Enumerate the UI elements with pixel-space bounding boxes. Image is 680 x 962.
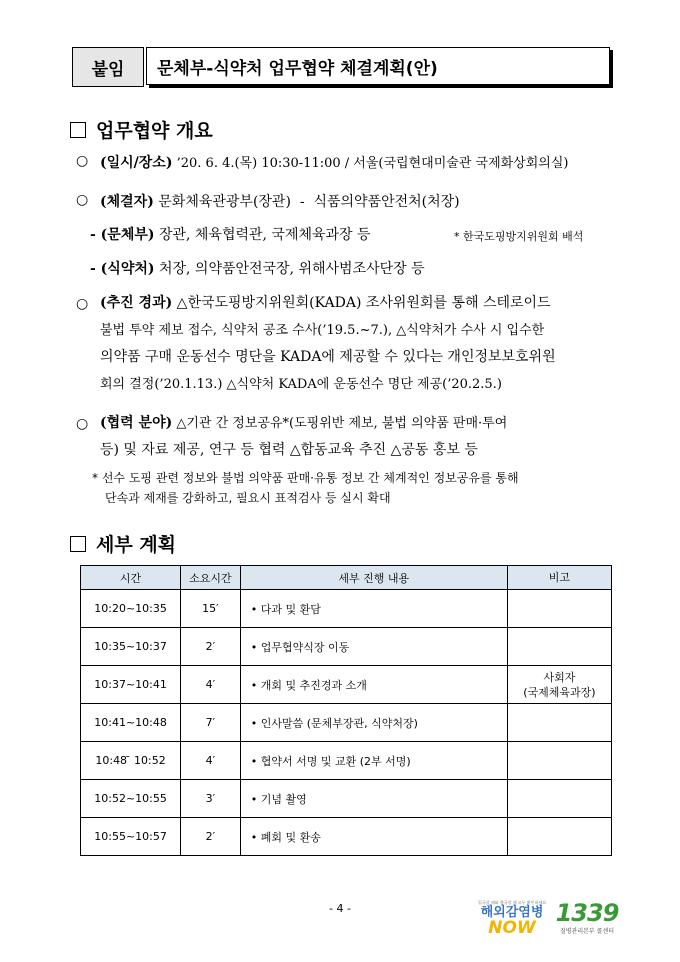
row-duration: 2′ [181, 818, 241, 856]
document-title-text: 문체부-식약처 업무협약 체결계획(안) [157, 58, 438, 79]
circle-bullet-icon: ○ [76, 416, 89, 432]
section-heading-plan [70, 530, 176, 557]
section-heading-overview [70, 116, 213, 143]
progress-line-2: 불법 투약 제보 접수, 식약처 공조 수사(’19.5.~7.), △식약처가 수사 시 입수한 [100, 323, 545, 338]
cooperation-item [100, 410, 616, 464]
row-duration: 2′ [181, 628, 241, 666]
table-row [81, 780, 612, 818]
attachment-tag-text: 붙임 [91, 59, 125, 80]
moct-item [90, 225, 371, 245]
datetime-item [100, 153, 569, 174]
section-title: 업무협약 개요 [96, 120, 213, 142]
logo-1339-caption: 질병관리본부 콜센터 [559, 928, 615, 935]
row-time: 10:48 ̄ 10:52 [81, 742, 181, 780]
row-detail: • 다과 및 환담 [240, 590, 507, 628]
row-duration: 3′ [181, 780, 241, 818]
square-bullet-icon [70, 536, 86, 552]
progress-line-3: 의약품 구매 운동선수 명단을 KADA에 제공할 수 있다는 개인정보보호위원 [100, 349, 556, 365]
header-note: 비고 [507, 566, 611, 590]
logo-1339-number: 1339 [555, 899, 619, 927]
circle-bullet-icon: ○ [76, 153, 89, 169]
moct-text: 장관, 체육협력관, 국제체육과장 등 [158, 227, 371, 243]
circle-bullet-icon: ○ [76, 296, 89, 312]
datetime-text: ’20. 6. 4.(목) 10:30-11:00 / 서울(국립현대미술관 국제화상회의실) [176, 156, 569, 171]
table-row [81, 666, 612, 704]
row-duration: 4′ [181, 742, 241, 780]
page-number: - 4 - [329, 902, 351, 915]
callcenter-1339-logo [552, 900, 622, 935]
cooperation-label: (협력 분야) [100, 415, 173, 431]
footnote [92, 468, 519, 508]
row-note [507, 818, 611, 856]
table-row [81, 590, 612, 628]
row-time: 10:55~10:57 [81, 818, 181, 856]
table-row [81, 628, 612, 666]
table-row [81, 704, 612, 742]
row-time: 10:37~10:41 [81, 666, 181, 704]
row-note [507, 780, 611, 818]
row-detail: • 업무협약식장 이동 [240, 628, 507, 666]
datetime-label: (일시/장소) [100, 155, 173, 171]
mfds-item [90, 259, 425, 279]
moct-note: * 한국도핑방지위원회 배석 [454, 230, 584, 243]
table-header-row [81, 566, 612, 590]
table-row [81, 818, 612, 856]
section-title: 세부 계획 [96, 534, 177, 556]
logo-tagline: 입국할 때와 출국할 때 모두 확인하세요 [478, 900, 547, 905]
table-row [81, 742, 612, 780]
cooperation-line-1: △기관 간 정보공유*(도핑위반 제보, 불법 의약품 판매·투여 [176, 416, 508, 431]
square-bullet-icon [70, 122, 86, 138]
row-detail: • 폐회 및 환송 [240, 818, 507, 856]
mfds-text: 처장, 의약품안전국장, 위해사범조사단장 등 [158, 261, 425, 277]
progress-item [100, 290, 616, 398]
header-duration: 소요시간 [181, 566, 241, 590]
header-detail: 세부 진행 내용 [240, 566, 507, 590]
row-note [507, 590, 611, 628]
attachment-tag [72, 47, 144, 87]
document-title [146, 47, 610, 85]
mfds-label: - (식약처) [90, 261, 155, 277]
signers-label: (체결자) [100, 194, 154, 210]
row-duration: 7′ [181, 704, 241, 742]
logo-text-main: 해외감염병 [480, 905, 544, 920]
logo-text-now: NOW [488, 918, 536, 938]
row-time: 10:20~10:35 [81, 590, 181, 628]
row-time: 10:35~10:37 [81, 628, 181, 666]
cooperation-line-2: 등) 및 자료 제공, 연구 등 협력 △합동교육 추진 △공동 홍보 등 [100, 442, 478, 458]
row-note [507, 704, 611, 742]
signers-text: 문화체육관광부(장관) - 식품의약품안전처(처장) [158, 194, 460, 210]
row-time: 10:41~10:48 [81, 704, 181, 742]
schedule-table [80, 565, 612, 856]
row-note [507, 742, 611, 780]
signers-item [100, 192, 460, 212]
row-duration: 15′ [181, 590, 241, 628]
progress-line-4: 회의 결정(’20.1.13.) △식약처 KADA에 운동선수 명단 제공(’20.2.5.) [100, 377, 502, 392]
row-detail: • 협약서 서명 및 교환 (2부 서명) [240, 742, 507, 780]
row-detail: • 기념 촬영 [240, 780, 507, 818]
progress-label: (추진 경과) [100, 295, 173, 311]
row-detail: • 인사말씀 (문체부장관, 식약처장) [240, 704, 507, 742]
row-time: 10:52~10:55 [81, 780, 181, 818]
moct-label: - (문체부) [90, 227, 155, 243]
row-note: 사회자 (국제체육과장) [507, 666, 611, 704]
footnote-line-2: 단속과 제재를 강화하고, 필요시 표적검사 등 실시 확대 [105, 491, 391, 505]
footnote-line-1: * 선수 도핑 관련 정보와 불법 의약품 판매·유통 정보 간 체계적인 정보공유를 통해 [92, 471, 519, 485]
row-duration: 4′ [181, 666, 241, 704]
row-note [507, 628, 611, 666]
header-time: 시간 [81, 566, 181, 590]
overseas-infection-logo [478, 900, 546, 937]
row-detail: • 개회 및 추진경과 소개 [240, 666, 507, 704]
circle-bullet-icon: ○ [76, 192, 89, 208]
progress-line-1: △한국도핑방지위원회(KADA) 조사위원회를 통해 스테로이드 [176, 295, 551, 311]
